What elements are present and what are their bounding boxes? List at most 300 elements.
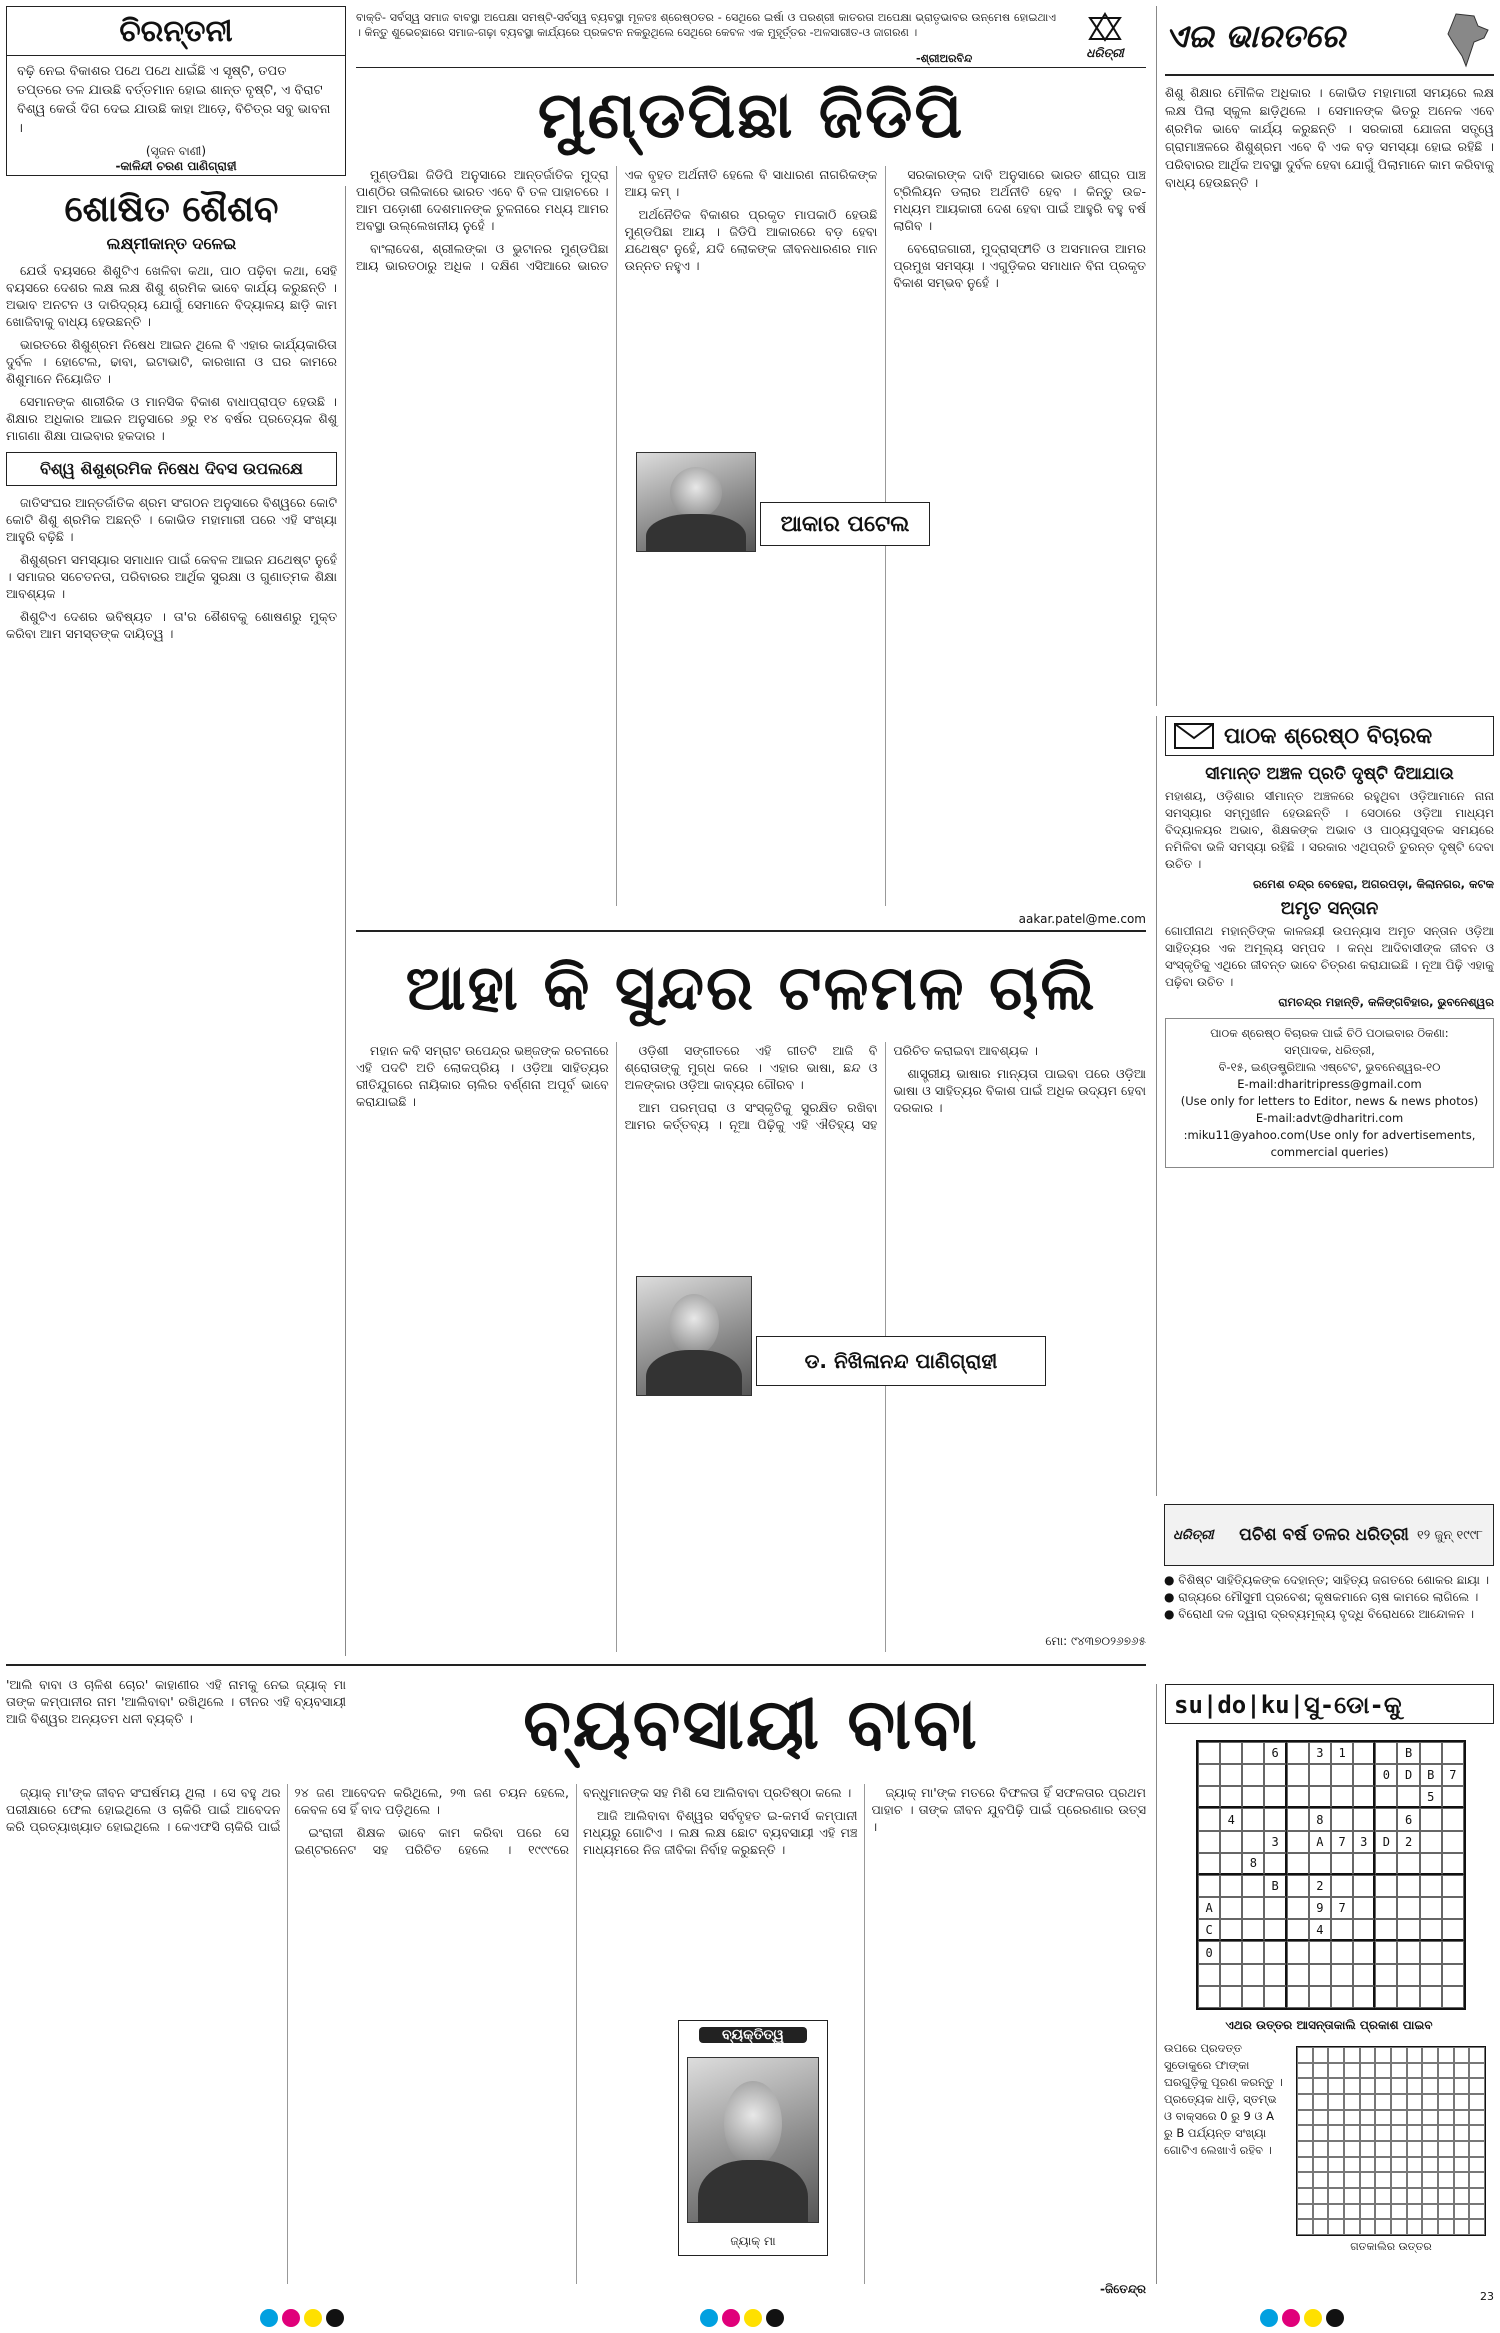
sudoku-solution-cell [1313, 2078, 1329, 2094]
masthead-quote-box [356, 6, 1146, 68]
sudoku-cell [1220, 1941, 1242, 1963]
sudoku-solution-cell [1344, 2219, 1360, 2235]
ei-bharatare-text: ଶିଶୁ ଶିକ୍ଷାର ମୌଳିକ ଅଧିକାର । କୋଭିଡ ମହାମାରୀ ସମୟରେ ଲକ୍ଷ ଲକ୍ଷ ପିଲା ସ୍କୁଲ ଛାଡ଼ିଥିଲେ । ସେମାନଙ୍କ ଭିତରୁ ଅନେକ ଏବେ ଶ୍ରମିକ ଭାବେ କାର୍ଯ୍ୟ କରୁଛନ୍ତି । ସରକାରୀ ଯୋଜନା ସତ୍ତ୍ୱେ ଗ୍ରାମାଞ୍ଚଳରେ ଶିଶୁଶ୍ରମ ଏବେ ବି ଏକ ବଡ଼ ସମସ୍ୟା ହୋଇ ରହିଛି । ପରିବାରର ଆର୍ଥିକ ଅବସ୍ଥା ଦୁର୍ବଳ ହେବା ଯୋଗୁଁ ପିଲାମାନେ କାମ କରିବାକୁ ବାଧ୍ୟ ହେଉଛନ୍ତି । [1165, 85, 1494, 190]
paragraph: ଅର୍ଥନୈତିକ ବିକାଶର ପ୍ରକୃତ ମାପକାଠି ହେଉଛି ମୁଣ୍ଡପିଛା ଆୟ । ଜିଡିପି ଆକାରରେ ବଡ଼ ହେବା ଯଥେଷ୍ଟ ନୁହେଁ, ଯଦି ଲୋକଙ୍କ ଜୀବନଧାରଣର ମାନ ଉନ୍ନତ ନହୁଏ । [624, 207, 878, 273]
sudoku-cell [1353, 1742, 1375, 1764]
sudoku-cell [1420, 1853, 1442, 1875]
sudoku-solution-cell [1391, 2204, 1407, 2220]
sudoku-cell [1331, 1853, 1353, 1875]
news-item: ● ବିରୋଧୀ ଦଳ ଦ୍ୱାରା ଦ୍ରବ୍ୟମୂଲ୍ୟ ବୃଦ୍ଧି ବିରୋଧରେ ଆନ୍ଦୋଳନ । [1164, 1607, 1475, 1621]
india-map-icon [1444, 12, 1490, 68]
letter1-body: ମହାଶୟ, ଓଡ଼ିଶାର ସୀମାନ୍ତ ଅଞ୍ଚଳରେ ରହୁଥିବା ଓଡ଼ିଆମାନେ ନାନା ସମସ୍ୟାର ସମ୍ମୁଖୀନ ହେଉଛନ୍ତି । ସେଠାରେ ଓଡ଼ିଆ ମାଧ୍ୟମ ବିଦ୍ୟାଳୟର ଅଭାବ, ଶିକ୍ଷକଙ୍କ ଅଭାବ ଓ ପାଠ୍ୟପୁସ୍ତକ ସମୟରେ ନମିଳିବା ଭଳି ସମସ୍ୟା ରହିଛି । ସରକାର ଏଥିପ୍ରତି ତୁରନ୍ତ ଦୃଷ୍ଟି ଦେବା ଉଚିତ । [1165, 789, 1494, 871]
contact-email: :miku11@yahoo.com(Use only for advertisements, commercial queries) [1183, 1128, 1476, 1159]
sudoku-cell [1331, 1964, 1353, 1986]
sudoku-solution-cell [1391, 2078, 1407, 2094]
sudoku-cell [1287, 1786, 1309, 1808]
sudoku-solution-cell [1328, 2110, 1344, 2126]
nikhilananda-photo [636, 1276, 752, 1396]
sudoku-cell [1287, 1941, 1309, 1963]
paragraph: ଆମ ପରମ୍ପରା ଓ ସଂସ୍କୃତିକୁ ସୁରକ୍ଷିତ ରଖିବା ଆମର କର୍ତ୍ତବ୍ୟ । ନୂଆ ପିଢ଼ିକୁ ଏହି ଐତିହ୍ୟ ସହ ପରିଚିତ କରାଇବା ଆବଶ୍ୟକ । [624, 1043, 1038, 1132]
sudoku-solution-cell [1391, 2063, 1407, 2079]
sudoku-cell [1420, 1808, 1442, 1830]
sudoku-solution-cell [1344, 2125, 1360, 2141]
sudoku-solution-cell [1407, 2141, 1423, 2157]
chirantani-source: (ସୃଜନ ବାଣୀ) [145, 144, 207, 158]
sudoku-cell [1264, 1853, 1286, 1875]
sudoku-cell: 4 [1220, 1808, 1242, 1830]
sudoku-cell [1264, 1808, 1286, 1830]
ei-bharatare-header [1165, 6, 1494, 76]
sudoku-cell [1442, 1875, 1464, 1897]
sudoku-solution-cell [1407, 2047, 1423, 2063]
sudoku-solution-cell [1438, 2110, 1454, 2126]
sudoku-cell [1220, 1853, 1242, 1875]
registration-mark [282, 2309, 300, 2327]
paragraph: ମୁଣ୍ଡପିଛା ଜିଡିପି ଅନୁସାରେ ଆନ୍ତର୍ଜାତିକ ମୁଦ୍ରା ପାଣ୍ଠିର ତାଲିକାରେ ଭାରତ ଏବେ ବି ତଳ ପାହାଚରେ । ଆମ ପଡ଼ୋଶୀ ଦେଶମାନଙ୍କ ତୁଳନାରେ ମଧ୍ୟ ଆମର ଅବସ୍ଥା ଉଲ୍ଲେଖନୀୟ ନୁହେଁ । [356, 167, 609, 233]
sudoku-solution-cell [1375, 2141, 1391, 2157]
middle-author-caption: ଡ. ନିଖିଳାନନ୍ଦ ପାଣିଗ୍ରାହୀ [756, 1336, 1046, 1386]
sudoku-solution-cell [1469, 2047, 1485, 2063]
sudoku-cell [1198, 1786, 1220, 1808]
sudoku-cell [1220, 1964, 1242, 1986]
sudoku-cell [1287, 1919, 1309, 1941]
paragraph: ସେମାନଙ୍କ ଶାରୀରିକ ଓ ମାନସିକ ବିକାଶ ବାଧାପ୍ରାପ୍ତ ହେଉଛି । ଶିକ୍ଷାର ଅଧିକାର ଆଇନ ଅନୁସାରେ ୬ରୁ ୧୪ ବର୍ଷର ପ୍ରତ୍ୟେକ ଶିଶୁ ମାଗଣା ଶିକ୍ଷା ପାଇବାର ହକଦାର । [6, 394, 337, 443]
portrait-body [646, 514, 745, 552]
sudoku-cell [1442, 1986, 1464, 2008]
sudoku-cell [1220, 1831, 1242, 1853]
sudoku-solution-cell [1375, 2078, 1391, 2094]
sudoku-solution-cell [1328, 2078, 1344, 2094]
sudoku-cell [1287, 1964, 1309, 1986]
sudoku-cell [1442, 1786, 1464, 1808]
twentyfive-date: ୧୨ ଜୁନ୍ ୧୯୯୮ [1417, 1527, 1483, 1543]
sudoku-cell [1397, 1897, 1419, 1919]
sudoku-cell [1287, 1764, 1309, 1786]
contact-email: E-mail:dharitripress@gmail.com [1237, 1077, 1422, 1091]
sudoku-cell [1242, 1786, 1264, 1808]
sudoku-cell [1353, 1764, 1375, 1786]
sudoku-solution-cell [1391, 2125, 1407, 2141]
sudoku-solution-cell [1313, 2110, 1329, 2126]
paragraph: ସରକାରଙ୍କ ଦାବି ଅନୁସାରେ ଭାରତ ଶୀଘ୍ର ପାଞ୍ଚ ଟ୍ରିଲିୟନ ଡଲାର ଅର୍ଥନୀତି ହେବ । କିନ୍ତୁ ଉଚ୍ଚ-ମଧ୍ୟମ ଆୟକାରୀ ଦେଶ ହେବା ପାଇଁ ଆହୁରି ବହୁ ବର୍ଷ ଲାଗିବ । [893, 167, 1146, 233]
sudoku-solution-cell [1375, 2188, 1391, 2204]
sudoku-solution-cell [1438, 2078, 1454, 2094]
sudoku-solution-cell [1375, 2094, 1391, 2110]
registration-mark [1326, 2309, 1344, 2327]
sudoku-cell [1309, 1964, 1331, 1986]
letter2-title: ଅମୃତ ସନ୍ତାନ [1280, 898, 1379, 919]
sudoku-solution-cell [1407, 2157, 1423, 2173]
letters-contact [1165, 1018, 1494, 1168]
registration-mark [766, 2309, 784, 2327]
aakar-patel-photo [636, 452, 756, 552]
sudoku-solution-cell [1313, 2157, 1329, 2173]
sudoku-cell [1420, 1897, 1442, 1919]
sudoku-solution-cell [1454, 2063, 1470, 2079]
sudoku-cell [1442, 1742, 1464, 1764]
paragraph: ଜାତିସଂଘର ଆନ୍ତର୍ଜାତିକ ଶ୍ରମ ସଂଗଠନ ଅନୁସାରେ ବିଶ୍ୱରେ କୋଟି କୋଟି ଶିଶୁ ଶ୍ରମିକ ଅଛନ୍ତି । କୋଭିଡ ମହାମାରୀ ପରେ ଏହି ସଂଖ୍ୟା ଆହୁରି ବଢ଼ିଛି । [6, 495, 337, 544]
paragraph: ଓଡ଼ିଶୀ ସଙ୍ଗୀତରେ ଏହି ଗୀତଟି ଆଜି ବି ଶ୍ରୋତାଙ୍କୁ ମୁଗ୍ଧ କରେ । ଏହାର ଭାଷା, ଛନ୍ଦ ଓ ଅଳଙ୍କାର ଓଡ଼ିଆ କାବ୍ୟର ଗୌରବ । [624, 1043, 878, 1092]
sudoku-cell [1220, 1742, 1242, 1764]
sudoku-solution-cell [1469, 2063, 1485, 2079]
contact-line: ପାଠକ ଶ୍ରେଷ୍ଠ ବିଚାରକ ପାଇଁ ଚିଠି ପଠାଇବାର ଠିକଣା: [1210, 1026, 1449, 1040]
sudoku-solution-cell [1328, 2204, 1344, 2220]
middle-author-phone: ମୋ: ୯୪୩୭୦୨୬୭୬୫ [1045, 1634, 1146, 1648]
sudoku-solution-label: ଗତକାଲିର ଉତ୍ତର [1350, 2240, 1432, 2253]
sudoku-solution-cell [1297, 2141, 1313, 2157]
paragraph: ଜ୍ୟାକ୍ ମା'ଙ୍କ ମତରେ ବିଫଳତା ହିଁ ସଫଳତାର ପ୍ରଥମ ପାହାଚ । ତାଙ୍କ ଜୀବନ ଯୁବପିଢ଼ି ପାଇଁ ପ୍ରେରଣାର ଉତ୍ସ । [871, 1785, 1146, 1834]
sudoku-cell [1220, 1897, 1242, 1919]
sudoku-cell [1420, 1986, 1442, 2008]
sudoku-cell [1420, 1742, 1442, 1764]
paragraph: ଯେଉଁ ବୟସରେ ଶିଶୁଟିଏ ଖେଳିବା କଥା, ପାଠ ପଢ଼ିବା କଥା, ସେହି ବୟସରେ ଦେଶର ଲକ୍ଷ ଲକ୍ଷ ଶିଶୁ ଶ୍ରମିକ ଭାବେ କାର୍ଯ୍ୟ କରୁଛନ୍ତି । ଅଭାବ ଅନଟନ ଓ ଦାରିଦ୍ର୍ୟ ଯୋଗୁଁ ସେମାନେ ବିଦ୍ୟାଳୟ ଛାଡ଼ି କାମ ଖୋଜିବାକୁ ବାଧ୍ୟ ହେଉଛନ୍ତି । [6, 263, 337, 329]
registration-mark [326, 2309, 344, 2327]
bottom-intro: 'ଆଲି ବାବା ଓ ଚାଳିଶ ଚୋର' କାହାଣୀର ଏହି ନାମକୁ ନେଇ ଜ୍ୟାକ୍ ମା ତାଙ୍କ କମ୍ପାନୀର ନାମ 'ଆଲିବାବା' ରଖିଥିଲେ । ଚୀନର ଏହି ବ୍ୟବସାୟୀ ଆଜି ବିଶ୍ୱର ଅନ୍ୟତମ ଧନୀ ବ୍ୟକ୍ତି । [6, 1677, 346, 1726]
sudoku-solution-cell [1469, 2078, 1485, 2094]
sudoku-solution-cell [1391, 2094, 1407, 2110]
sudoku-cell [1264, 1897, 1286, 1919]
sudoku-solution-cell [1391, 2188, 1407, 2204]
sudoku-cell [1375, 1964, 1397, 1986]
sudoku-solution-cell [1454, 2078, 1470, 2094]
sudoku-cell: 2 [1397, 1831, 1419, 1853]
bottom-article-body [6, 1784, 1146, 2284]
sudoku-solution-cell [1407, 2125, 1423, 2141]
registration-mark [700, 2309, 718, 2327]
sudoku-solution-cell [1375, 2125, 1391, 2141]
sudoku-solution-cell [1438, 2063, 1454, 2079]
sudoku-solution-cell [1469, 2188, 1485, 2204]
sudoku-cell [1442, 1853, 1464, 1875]
chirantani-text: ବଢ଼ି ନେଇ ବିକାଶର ପଥେ ପଥେ ଧାଇଁଛି ଏ ସୃଷ୍ଟି, ତପତ ତପ୍ତରେ ତଳ ଯାଉଛି ବର୍ତ୍ତମାନ ହୋଇ ଶାନ୍ତ ବୃଷ୍ଟି, ଏ ବିରାଟ ବିଶ୍ୱ କେଉଁ ଦିଗ ଦେଇ ଯାଉଛି କାହା ଆଡ଼େ, ବିଚିତ୍ର ସବୁ ଭାବନା । [17, 64, 331, 136]
news-item: ● ବିଶିଷ୍ଟ ସାହିତ୍ୟିକଙ୍କ ଦେହାନ୍ତ; ସାହିତ୍ୟ ଜଗତରେ ଶୋକର ଛାୟା । [1164, 1573, 1490, 1587]
sudoku-cell [1331, 1919, 1353, 1941]
sudoku-cell [1442, 1964, 1464, 1986]
paragraph: ମହାନ କବି ସମ୍ରାଟ ଉପେନ୍ଦ୍ର ଭଞ୍ଜଙ୍କ ରଚନାରେ ଏହି ପଦଟି ଅତି ଲୋକପ୍ରିୟ । ଓଡ଼ିଆ ସାହିତ୍ୟର ରୀତିଯୁଗରେ ନାୟିକାର ଚାଲିର ବର୍ଣ୍ଣନା ଅପୂର୍ବ ଭାବେ କରାଯାଇଛି । [356, 1043, 609, 1109]
sudoku-cell [1242, 1964, 1264, 1986]
sudoku-cell [1264, 1986, 1286, 2008]
letter1-title: ସୀମାନ୍ତ ଅଞ୍ଚଳ ପ୍ରତି ଦୃଷ୍ଟି ଦିଆଯାଉ [1205, 764, 1454, 784]
sudoku-cell [1353, 1808, 1375, 1830]
ei-bharatare-box [1156, 6, 1494, 706]
sudoku-solution-cell [1454, 2094, 1470, 2110]
sudoku-cell: 9 [1309, 1897, 1331, 1919]
jack-ma-photo-box [678, 2020, 828, 2256]
sudoku-solution-cell [1422, 2110, 1438, 2126]
sudoku-solution-cell [1454, 2110, 1470, 2126]
sudoku-cell [1397, 1786, 1419, 1808]
sudoku-cell: A [1309, 1831, 1331, 1853]
sudoku-cell [1242, 1764, 1264, 1786]
jack-ma-photo [687, 2057, 819, 2223]
sudoku-solution-cell [1422, 2047, 1438, 2063]
letter2-author: ରାମଚନ୍ଦ୍ର ମହାନ୍ତି, କଳିଙ୍ଗବିହାର, ଭୁବନେଶ୍ୱର [1278, 995, 1494, 1009]
sudoku-cell [1309, 1764, 1331, 1786]
sudoku-solution-cell [1344, 2204, 1360, 2220]
sudoku-cell [1198, 1764, 1220, 1786]
paragraph: ଆଜି ଆଲିବାବା ବିଶ୍ୱର ସର୍ବବୃହତ ଇ-କମର୍ସ କମ୍ପାନୀ ମଧ୍ୟରୁ ଗୋଟିଏ । ଲକ୍ଷ ଲକ୍ଷ ଛୋଟ ବ୍ୟବସାୟୀ ଏହି ମଞ୍ଚ ମାଧ୍ୟମରେ ନିଜ ଜୀବିକା ନିର୍ବାହ କରୁଛନ୍ତି । [583, 1808, 858, 1857]
sudoku-solution-cell [1422, 2219, 1438, 2235]
sudoku-solution-cell [1297, 2204, 1313, 2220]
letters-header [1165, 716, 1494, 756]
paragraph: ବାଂଲାଦେଶ, ଶ୍ରୀଲଙ୍କା ଓ ଭୁଟାନର ମୁଣ୍ଡପିଛା ଆୟ ଭାରତଠାରୁ ଅଧିକ । ଦକ୍ଷିଣ ଏସିଆରେ ଭାରତ ଏକ ବୃହତ ଅର୍ଥନୀତି ହେଲେ ବି ସାଧାରଣ ନାଗରିକଙ୍କ ଆୟ କମ୍ । [356, 167, 878, 273]
sudoku-solution-cell [1454, 2125, 1470, 2141]
sudoku-solution-cell [1328, 2157, 1344, 2173]
sudoku-solution-cell [1407, 2204, 1423, 2220]
contact-email: E-mail:advt@dharitri.com [1255, 1111, 1404, 1125]
registration-mark [1304, 2309, 1322, 2327]
sudoku-cell [1264, 1919, 1286, 1941]
sudoku-cell [1287, 1808, 1309, 1830]
sudoku-cell: 0 [1198, 1941, 1220, 1963]
contact-line: (Use only for letters to Editor, news & news photos) [1180, 1094, 1479, 1108]
twentyfive-brand: ଧରିତ୍ରୀ [1173, 1527, 1214, 1543]
sudoku-solution-cell [1469, 2125, 1485, 2141]
sudoku-cell [1309, 1786, 1331, 1808]
sudoku-cell [1375, 1853, 1397, 1875]
sudoku-cell [1198, 1875, 1220, 1897]
portrait-body [698, 2160, 807, 2223]
left-article-author: ଲକ୍ଷ୍ମୀକାନ୍ତ ଦଳେଇ [106, 234, 237, 253]
sudoku-solution-cell [1297, 2125, 1313, 2141]
sudoku-solution-cell [1422, 2157, 1438, 2173]
sudoku-cell [1353, 1941, 1375, 1963]
sudoku-solution-cell [1422, 2063, 1438, 2079]
sudoku-solution-cell [1407, 2219, 1423, 2235]
sudoku-cell [1331, 1764, 1353, 1786]
sudoku-solution-cell [1313, 2172, 1329, 2188]
sudoku-solution-cell [1454, 2047, 1470, 2063]
sudoku-cell [1198, 1986, 1220, 2008]
sudoku-solution-cell [1454, 2172, 1470, 2188]
sudoku-cell [1442, 1831, 1464, 1853]
sudoku-solution-cell [1360, 2188, 1376, 2204]
sudoku-solution-cell [1297, 2188, 1313, 2204]
sudoku-cell [1442, 1897, 1464, 1919]
sudoku-solution-cell [1360, 2157, 1376, 2173]
sudoku-cell [1397, 1853, 1419, 1875]
sudoku-solution-cell [1313, 2063, 1329, 2079]
sudoku-solution-cell [1328, 2094, 1344, 2110]
sudoku-cell: A [1198, 1897, 1220, 1919]
sudoku-cell [1198, 1964, 1220, 1986]
star-emblem-icon [1088, 12, 1122, 42]
sudoku-solution-cell [1360, 2125, 1376, 2141]
left-article-title: ଶୋଷିତ ଶୈଶବ [64, 189, 279, 230]
letters-box [1156, 716, 1494, 1496]
sudoku-cell [1353, 1964, 1375, 1986]
contact-line: ସମ୍ପାଦକ, ଧରିତ୍ରୀ, [1284, 1043, 1375, 1057]
sudoku-cell: 3 [1264, 1831, 1286, 1853]
sudoku-solution-cell [1328, 2188, 1344, 2204]
sudoku-solution-cell [1422, 2125, 1438, 2141]
paragraph: ଶିଶୁଟିଏ ଦେଶର ଭବିଷ୍ୟତ । ତା'ର ଶୈଶବକୁ ଶୋଷଣରୁ ମୁକ୍ତ କରିବା ଆମ ସମସ୍ତଙ୍କ ଦାୟିତ୍ୱ । [6, 609, 337, 641]
paragraph: ବେରୋଜଗାରୀ, ମୁଦ୍ରାସ୍ଫୀତି ଓ ଅସମାନତା ଆମର ପ୍ରମୁଖ ସମସ୍ୟା । ଏଗୁଡ଼ିକର ସମାଧାନ ବିନା ପ୍ରକୃତ ବିକାଶ ସମ୍ଭବ ନୁହେଁ । [893, 241, 1146, 290]
sudoku-cell: 5 [1420, 1786, 1442, 1808]
sudoku-cell [1242, 1986, 1264, 2008]
sudoku-cell: 8 [1309, 1808, 1331, 1830]
ei-bharatare-title: ଏଇ ଭାରତରେ [1165, 17, 1346, 55]
sudoku-cell [1220, 1875, 1242, 1897]
sudoku-cell: 2 [1309, 1875, 1331, 1897]
sudoku-solution-cell [1407, 2188, 1423, 2204]
sudoku-cell [1353, 1919, 1375, 1941]
sudoku-cell [1242, 1831, 1264, 1853]
sudoku-solution-cell [1391, 2219, 1407, 2235]
sudoku-cell: 8 [1242, 1853, 1264, 1875]
sudoku-cell [1420, 1941, 1442, 1963]
sudoku-solution-cell [1375, 2047, 1391, 2063]
sudoku-solution-cell [1313, 2094, 1329, 2110]
twentyfive-items [1164, 1572, 1494, 1623]
sudoku-solution-cell [1422, 2094, 1438, 2110]
sudoku-cell [1353, 1897, 1375, 1919]
sudoku-cell: D [1397, 1764, 1419, 1786]
sudoku-solution-cell [1313, 2219, 1329, 2235]
sudoku-cell [1220, 1919, 1242, 1941]
sudoku-cell [1442, 1941, 1464, 1963]
sudoku-solution-cell [1328, 2063, 1344, 2079]
sudoku-solution-cell [1375, 2204, 1391, 2220]
sudoku-cell [1331, 1786, 1353, 1808]
sudoku-solution-cell [1297, 2172, 1313, 2188]
sudoku-solution-cell [1344, 2172, 1360, 2188]
sudoku-grid [1196, 1740, 1466, 2010]
sudoku-solution-cell [1469, 2157, 1485, 2173]
sudoku-cell: 0 [1375, 1764, 1397, 1786]
sudoku-solution-cell [1438, 2157, 1454, 2173]
sudoku-cell [1287, 1875, 1309, 1897]
sudoku-solution-cell [1344, 2047, 1360, 2063]
chirantani-title: ଚିରନ୍ତନୀ [7, 13, 345, 56]
sudoku-solution-cell [1438, 2125, 1454, 2141]
sudoku-solution-cell [1297, 2094, 1313, 2110]
sudoku-cell [1375, 1897, 1397, 1919]
sudoku-cell [1397, 1875, 1419, 1897]
sudoku-solution-cell [1407, 2172, 1423, 2188]
sudoku-solution-cell [1344, 2188, 1360, 2204]
letter1-author: ରମେଶ ଚନ୍ଦ୍ର ବେହେରା, ଅଗରପଡ଼ା, କିଲାନଗର, କଟକ [1252, 877, 1494, 891]
letters-title: ପାଠକ ଶ୍ରେଷ୍ଠ ବିଚାରକ [1224, 723, 1433, 749]
news-item: ● ରାଜ୍ୟରେ ମୌସୁମୀ ପ୍ରବେଶ; କୃଷକମାନେ ଚାଷ କାମରେ ଲାଗିଲେ । [1164, 1590, 1479, 1604]
sudoku-solution-cell [1438, 2188, 1454, 2204]
sudoku-cell [1353, 1986, 1375, 2008]
registration-mark [260, 2309, 278, 2327]
middle-headline: ଆହା କି ସୁନ୍ଦର ଟଳମଳ ଚାଲି [405, 951, 1097, 1024]
sudoku-cell [1220, 1786, 1242, 1808]
sudoku-cell [1264, 1764, 1286, 1786]
sudoku-cell: 6 [1264, 1742, 1286, 1764]
sudoku-cell [1397, 1986, 1419, 2008]
sudoku-solution-cell [1438, 2204, 1454, 2220]
sudoku-cell [1331, 1808, 1353, 1830]
sudoku-solution-cell [1344, 2141, 1360, 2157]
sudoku-solution-cell [1469, 2094, 1485, 2110]
portrait-face [670, 467, 722, 518]
chirantani-box [6, 6, 346, 176]
photo-caption: ଜ୍ୟାକ୍ ମା [730, 2234, 776, 2248]
sudoku-cell [1331, 1875, 1353, 1897]
sudoku-solution-cell [1297, 2078, 1313, 2094]
sudoku-cell [1331, 1941, 1353, 1963]
sudoku-cell [1397, 1941, 1419, 1963]
sudoku-cell [1242, 1919, 1264, 1941]
sudoku-cell [1287, 1742, 1309, 1764]
sudoku-solution-cell [1360, 2219, 1376, 2235]
sudoku-cell [1375, 1742, 1397, 1764]
sudoku-solution-cell [1469, 2110, 1485, 2126]
sudoku-cell: 3 [1353, 1831, 1375, 1853]
gdp-author-caption: ଆକାର ପଟେଲ [760, 502, 930, 546]
sudoku-cell [1264, 1964, 1286, 1986]
letter2-body: ଗୋପୀନାଥ ମହାନ୍ତିଙ୍କ କାଳଜୟୀ ଉପନ୍ୟାସ ଅମୃତ ସନ୍ତାନ ଓଡ଼ିଆ ସାହିତ୍ୟର ଏକ ଅମୂଲ୍ୟ ସମ୍ପଦ । କନ୍ଧ ଆଦିବାସୀଙ୍କ ଜୀବନ ଓ ସଂସ୍କୃତିକୁ ଏଥିରେ ଜୀବନ୍ତ ଭାବେ ଚିତ୍ରଣ କରାଯାଇଛି । ନୂଆ ପିଢ଼ି ଏହାକୁ ପଢ଼ିବା ଉଚିତ । [1165, 924, 1494, 989]
sudoku-solution-cell [1297, 2157, 1313, 2173]
sudoku-solution-cell [1454, 2219, 1470, 2235]
registration-mark [1282, 2309, 1300, 2327]
sudoku-solution-cell [1360, 2204, 1376, 2220]
sudoku-cell [1242, 1875, 1264, 1897]
sudoku-cell [1198, 1742, 1220, 1764]
portrait-body [646, 1350, 742, 1396]
paragraph: ଇଂରାଜୀ ଶିକ୍ଷକ ଭାବେ କାମ କରିବା ପରେ ସେ ଇଣ୍ଟରନେଟ ସହ ପରିଚିତ ହେଲେ । ୧୯୯୯ରେ ବନ୍ଧୁମାନଙ୍କ ସହ ମିଶି ସେ ଆଲିବାବା ପ୍ରତିଷ୍ଠା କଲେ । [294, 1785, 852, 1857]
registration-mark [1260, 2309, 1278, 2327]
sudoku-solution-cell [1360, 2141, 1376, 2157]
registration-mark [304, 2309, 322, 2327]
sudoku-cell [1242, 1808, 1264, 1830]
sudoku-solution-cell [1391, 2141, 1407, 2157]
sudoku-solution-cell [1360, 2110, 1376, 2126]
sudoku-solution-cell [1469, 2172, 1485, 2188]
gdp-author-email: aakar.patel@me.com [1018, 912, 1146, 926]
sudoku-cell [1287, 1986, 1309, 2008]
sudoku-cell [1420, 1964, 1442, 1986]
sudoku-cell [1242, 1897, 1264, 1919]
left-article-subhead: ବିଶ୍ୱ ଶିଶୁଶ୍ରମିକ ନିଷେଧ ଦିବସ ଉପଲକ୍ଷେ [6, 452, 337, 486]
sudoku-cell [1220, 1764, 1242, 1786]
masthead-quote: ବାକ୍ତି- ସର୍ବସ୍ୱ ସମାଜ ବାବସ୍ଥା ଅପେକ୍ଷା ସମଷ୍ଟି-ସର୍ବସ୍ୱ ବ୍ୟବସ୍ଥା ମୂଳତଃ ଶ୍ରେଷ୍ଠତର - ସେଥିରେ ଇର୍ଷା ଓ ପରଶ୍ରୀ କାତରତା ଅପେକ୍ଷା ଭ୍ରାତୃଭାବର ଉନ୍ମେଷ ହୋଇଥାଏ । କିନ୍ତୁ ଶୁଭେଚ୍ଛାରେ ସମାଜ-ଗଢ଼ା ବ୍ୟବସ୍ଥା କାର୍ଯ୍ୟରେ ପ୍ରକଟନ ନକରୁଥିଲେ ସେଥିରେ କେବଳ ଏକ ମୁହୂର୍ତ୍ତର -ଅଳସାରୀତ-ଓ ଜାଗରଣ । [356, 11, 1056, 39]
sudoku-solution-cell [1375, 2172, 1391, 2188]
sudoku-cell [1375, 1941, 1397, 1963]
sudoku-cell [1264, 1786, 1286, 1808]
sudoku-solution-cell [1407, 2063, 1423, 2079]
sudoku-solution-cell [1422, 2204, 1438, 2220]
sudoku-solution-cell [1297, 2219, 1313, 2235]
sudoku-cell [1198, 1808, 1220, 1830]
sudoku-cell [1198, 1853, 1220, 1875]
sudoku-cell [1397, 1919, 1419, 1941]
sudoku-solution-cell [1454, 2188, 1470, 2204]
sudoku-cell [1375, 1875, 1397, 1897]
sudoku-solution-cell [1438, 2094, 1454, 2110]
divider [356, 930, 1146, 932]
contact-line: ବି-୧୫, ଇଣ୍ଡଷ୍ଟ୍ରିଆଲ ଏଷ୍ଟେଟ, ଭୁବନେଶ୍ୱର-୧୦ [1218, 1060, 1441, 1074]
sudoku-cell [1420, 1919, 1442, 1941]
sudoku-solution-cell [1422, 2078, 1438, 2094]
sudoku-cell [1397, 1964, 1419, 1986]
gdp-headline: ମୁଣ୍ଡପିଛା ଜିଡିପି [537, 79, 965, 153]
sudoku-instructions: ଉପରେ ପ୍ରଦତ୍ତ ସୁଡୋକୁରେ ଫାଙ୍କା ଘରଗୁଡ଼ିକୁ ପୂରଣ କରନ୍ତୁ । ପ୍ରତ୍ୟେକ ଧାଡ଼ି, ସ୍ତମ୍ଭ ଓ ବାକ୍ସରେ 0 ରୁ 9 ଓ A ରୁ B ପର୍ଯ୍ୟନ୍ତ ସଂଖ୍ୟା ଗୋଟିଏ ଲେଖାଏଁ ରହିବ । [1164, 2041, 1283, 2157]
sudoku-cell [1375, 1786, 1397, 1808]
sudoku-cell [1442, 1808, 1464, 1830]
sudoku-solution-cell [1422, 2188, 1438, 2204]
sudoku-solution-cell [1375, 2063, 1391, 2079]
sudoku-solution-cell [1297, 2063, 1313, 2079]
masthead-quote-author: -ଶ୍ରୀଅରବିନ୍ଦ [916, 52, 973, 65]
sudoku-cell: 3 [1309, 1742, 1331, 1764]
paragraph: ଭାରତରେ ଶିଶୁଶ୍ରମ ନିଷେଧ ଆଇନ ଥିଲେ ବି ଏହାର କାର୍ଯ୍ୟକାରିତା ଦୁର୍ବଳ । ହୋଟେଲ, ଢାବା, ଇଟାଭାଟି, କାରଖାନା ଓ ଘର କାମରେ ଶିଶୁମାନେ ନିୟୋଜିତ । [6, 337, 337, 386]
registration-mark [722, 2309, 740, 2327]
sudoku-cell [1198, 1831, 1220, 1853]
